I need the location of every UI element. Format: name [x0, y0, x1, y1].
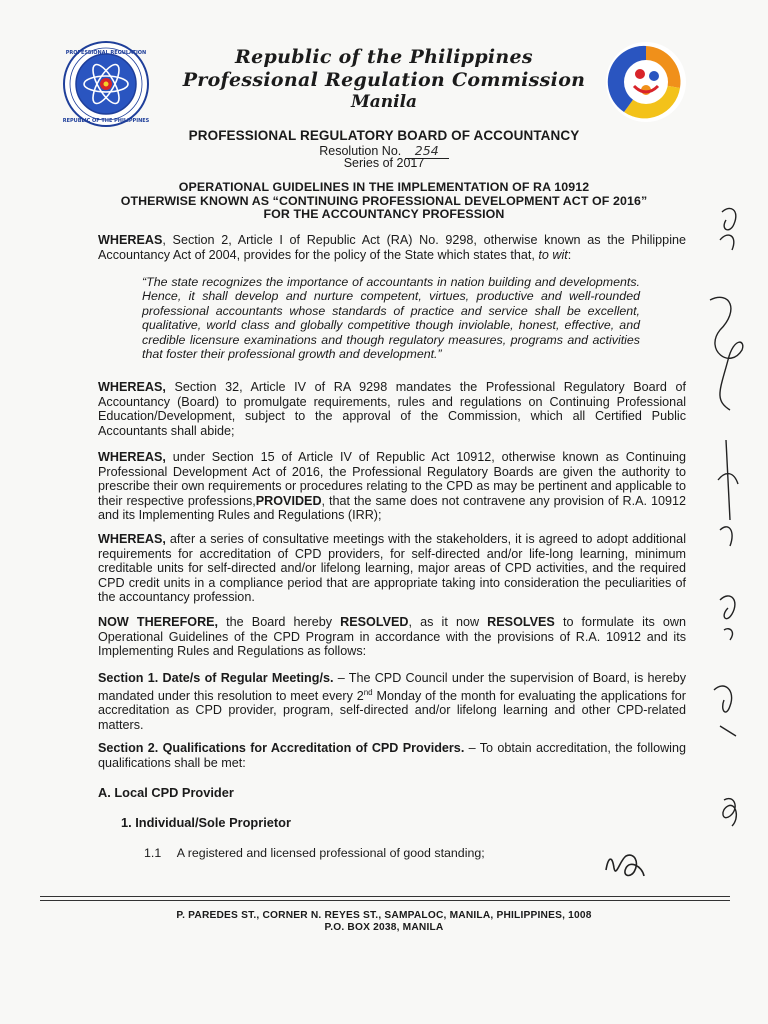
paragraph-text: under Section 15 of Article IV of Republic Act 10912, otherwise known as Continuing Professional Development Act of 2016, the Professional Regulatory Boards are given the authority to prescribe their own requirements or procedures relating to the CPD as may be pertinent and applicable to their respective professions,: [98, 450, 686, 508]
footer-address: P. PAREDES ST., CORNER N. REYES ST., SAMPALOC, MANILA, PHILIPPINES, 1008: [176, 910, 592, 921]
whereas-paragraph-4: [98, 532, 686, 605]
document-title-line2: OTHERWISE KNOWN AS “CONTINUING PROFESSIONAL DEVELOPMENT ACT OF 2016”: [120, 194, 648, 208]
now-therefore-lead: NOW THEREFORE,: [98, 615, 219, 629]
header-agency: Professional Regulation Commission: [182, 69, 586, 91]
header-country: Republic of the Philippines: [235, 46, 533, 68]
list-heading-1: 1. Individual/Sole Proprietor: [121, 815, 291, 830]
svg-text:PROFESSIONAL REGULATION: PROFESSIONAL REGULATION: [65, 50, 147, 56]
list-item-number: 1.1: [144, 846, 162, 860]
series-line: Series of 2017: [343, 156, 425, 170]
handwritten-initials: [600, 840, 652, 888]
section-1-paragraph: [98, 671, 686, 733]
margin-signatures: [690, 200, 760, 880]
resolution-number: 254: [405, 143, 449, 159]
document-title-line3: FOR THE ACCOUNTANCY PROFESSION: [263, 207, 505, 221]
footer-po-box: P.O. BOX 2038, MANILA: [324, 922, 444, 933]
whereas-paragraph-3: [98, 450, 686, 523]
paragraph-text: after a series of consultative meetings with the stakeholders, it is agreed to adopt additional requirements for accreditation of CPD providers, for self-directed and/or life-long learning, minimum creditable units for self-directed and/or lifelong learning, major areas of CPD activities, and the required CPD credit units in a compliance period that are appropriate taking into consideration the peculiarities of the accountancy profession.: [98, 532, 686, 605]
section-1-heading: Section 1. Date/s of Regular Meeting/s.: [98, 671, 334, 685]
whereas-paragraph-1: WHEREAS, Section 2, Article I of Republic Act (RA) No. 9298, otherwise known as the Philippine Accountancy Act of 2004, provides for the policy of the State which states that, to wit:: [98, 233, 686, 262]
resolved-text: RESOLVED: [340, 615, 409, 629]
paragraph-text: Monday of the month for evaluating the applications for accreditation as CPD provider, program, self-directed and/or lifelong learning and other CPD-related matters.: [98, 688, 686, 732]
svg-text:REPUBLIC OF THE PHILIPPINES: REPUBLIC OF THE PHILIPPINES: [62, 118, 150, 124]
paragraph-text: , Section 2, Article I of Republic Act (RA) No. 9298, otherwise known as the Philippine Accountancy Act of 2004, provides for the policy of the State which states that,: [98, 233, 686, 262]
paragraph-text: , that the same does not contravene any provision of R.A. 10912 and its Implementing Rules and Regulations (IRR);: [98, 493, 686, 523]
now-therefore-paragraph: [98, 615, 686, 659]
list-heading-a: A. Local CPD Provider: [98, 785, 234, 800]
whereas-paragraph-2: [98, 380, 686, 438]
resolves-text: RESOLVES: [487, 615, 555, 629]
paragraph-text: to formulate its own Operational Guidelines of the CPD Program in accordance with the provisions of R.A. 10912 and its Implementing Rules and Regulations as follows:: [98, 615, 686, 659]
whereas-lead: WHEREAS,: [98, 380, 166, 394]
board-name: PROFESSIONAL REGULATORY BOARD OF ACCOUNTANCY: [188, 128, 580, 143]
paragraph-text: the Board hereby: [218, 615, 341, 629]
paragraph-text: – The CPD Council under the supervision of Board, is hereby mandated under this resolution to meet every 2: [98, 671, 687, 703]
to-wit-text: to wit: [538, 247, 568, 262]
footer-rule-top: [40, 896, 730, 897]
paragraph-text: , as it now: [408, 615, 488, 629]
policy-quote: “The state recognizes the importance of accountants in nation building and developments. Hence, it shall develop and nurture competent, virtues, productive and well-rounded professional accountants whose standards of practice and service shall be excellent, qualitative, world class and globally competitive though inviolable, honest, effective, and credible licensure examinations and though regulatory measures, programs and activities that foster their professional growth and development.”: [142, 275, 640, 362]
header-city: Manila: [350, 92, 418, 112]
list-item-1-1: [144, 846, 485, 860]
provided-text: PROVIDED: [255, 493, 322, 508]
ordinal-suffix: nd: [363, 687, 373, 697]
whereas-lead: WHEREAS: [98, 233, 163, 247]
list-item-text: A registered and licensed professional of good standing;: [176, 846, 485, 860]
whereas-lead: WHEREAS,: [98, 532, 166, 546]
paragraph-text: Section 32, Article IV of RA 9298 mandates the Professional Regulatory Board of Accountancy (Board) to promulgate requirements, rules and regulations on Continuing Professional Education/Development, subject to the approval of the Commission, which all Certified Public Accountants shall abide;: [98, 380, 686, 438]
document-title-line1: OPERATIONAL GUIDELINES IN THE IMPLEMENTATION OF RA 10912: [178, 180, 590, 194]
paragraph-text: – To obtain accreditation, the following qualifications shall be met:: [98, 741, 686, 770]
whereas-lead: WHEREAS,: [98, 450, 166, 464]
section-2-heading: Section 2. Qualifications for Accreditation of CPD Providers.: [98, 741, 465, 755]
section-2-paragraph: [98, 741, 686, 770]
footer-rule-bottom: [40, 900, 730, 901]
resolution-label: Resolution No.: [319, 144, 402, 158]
